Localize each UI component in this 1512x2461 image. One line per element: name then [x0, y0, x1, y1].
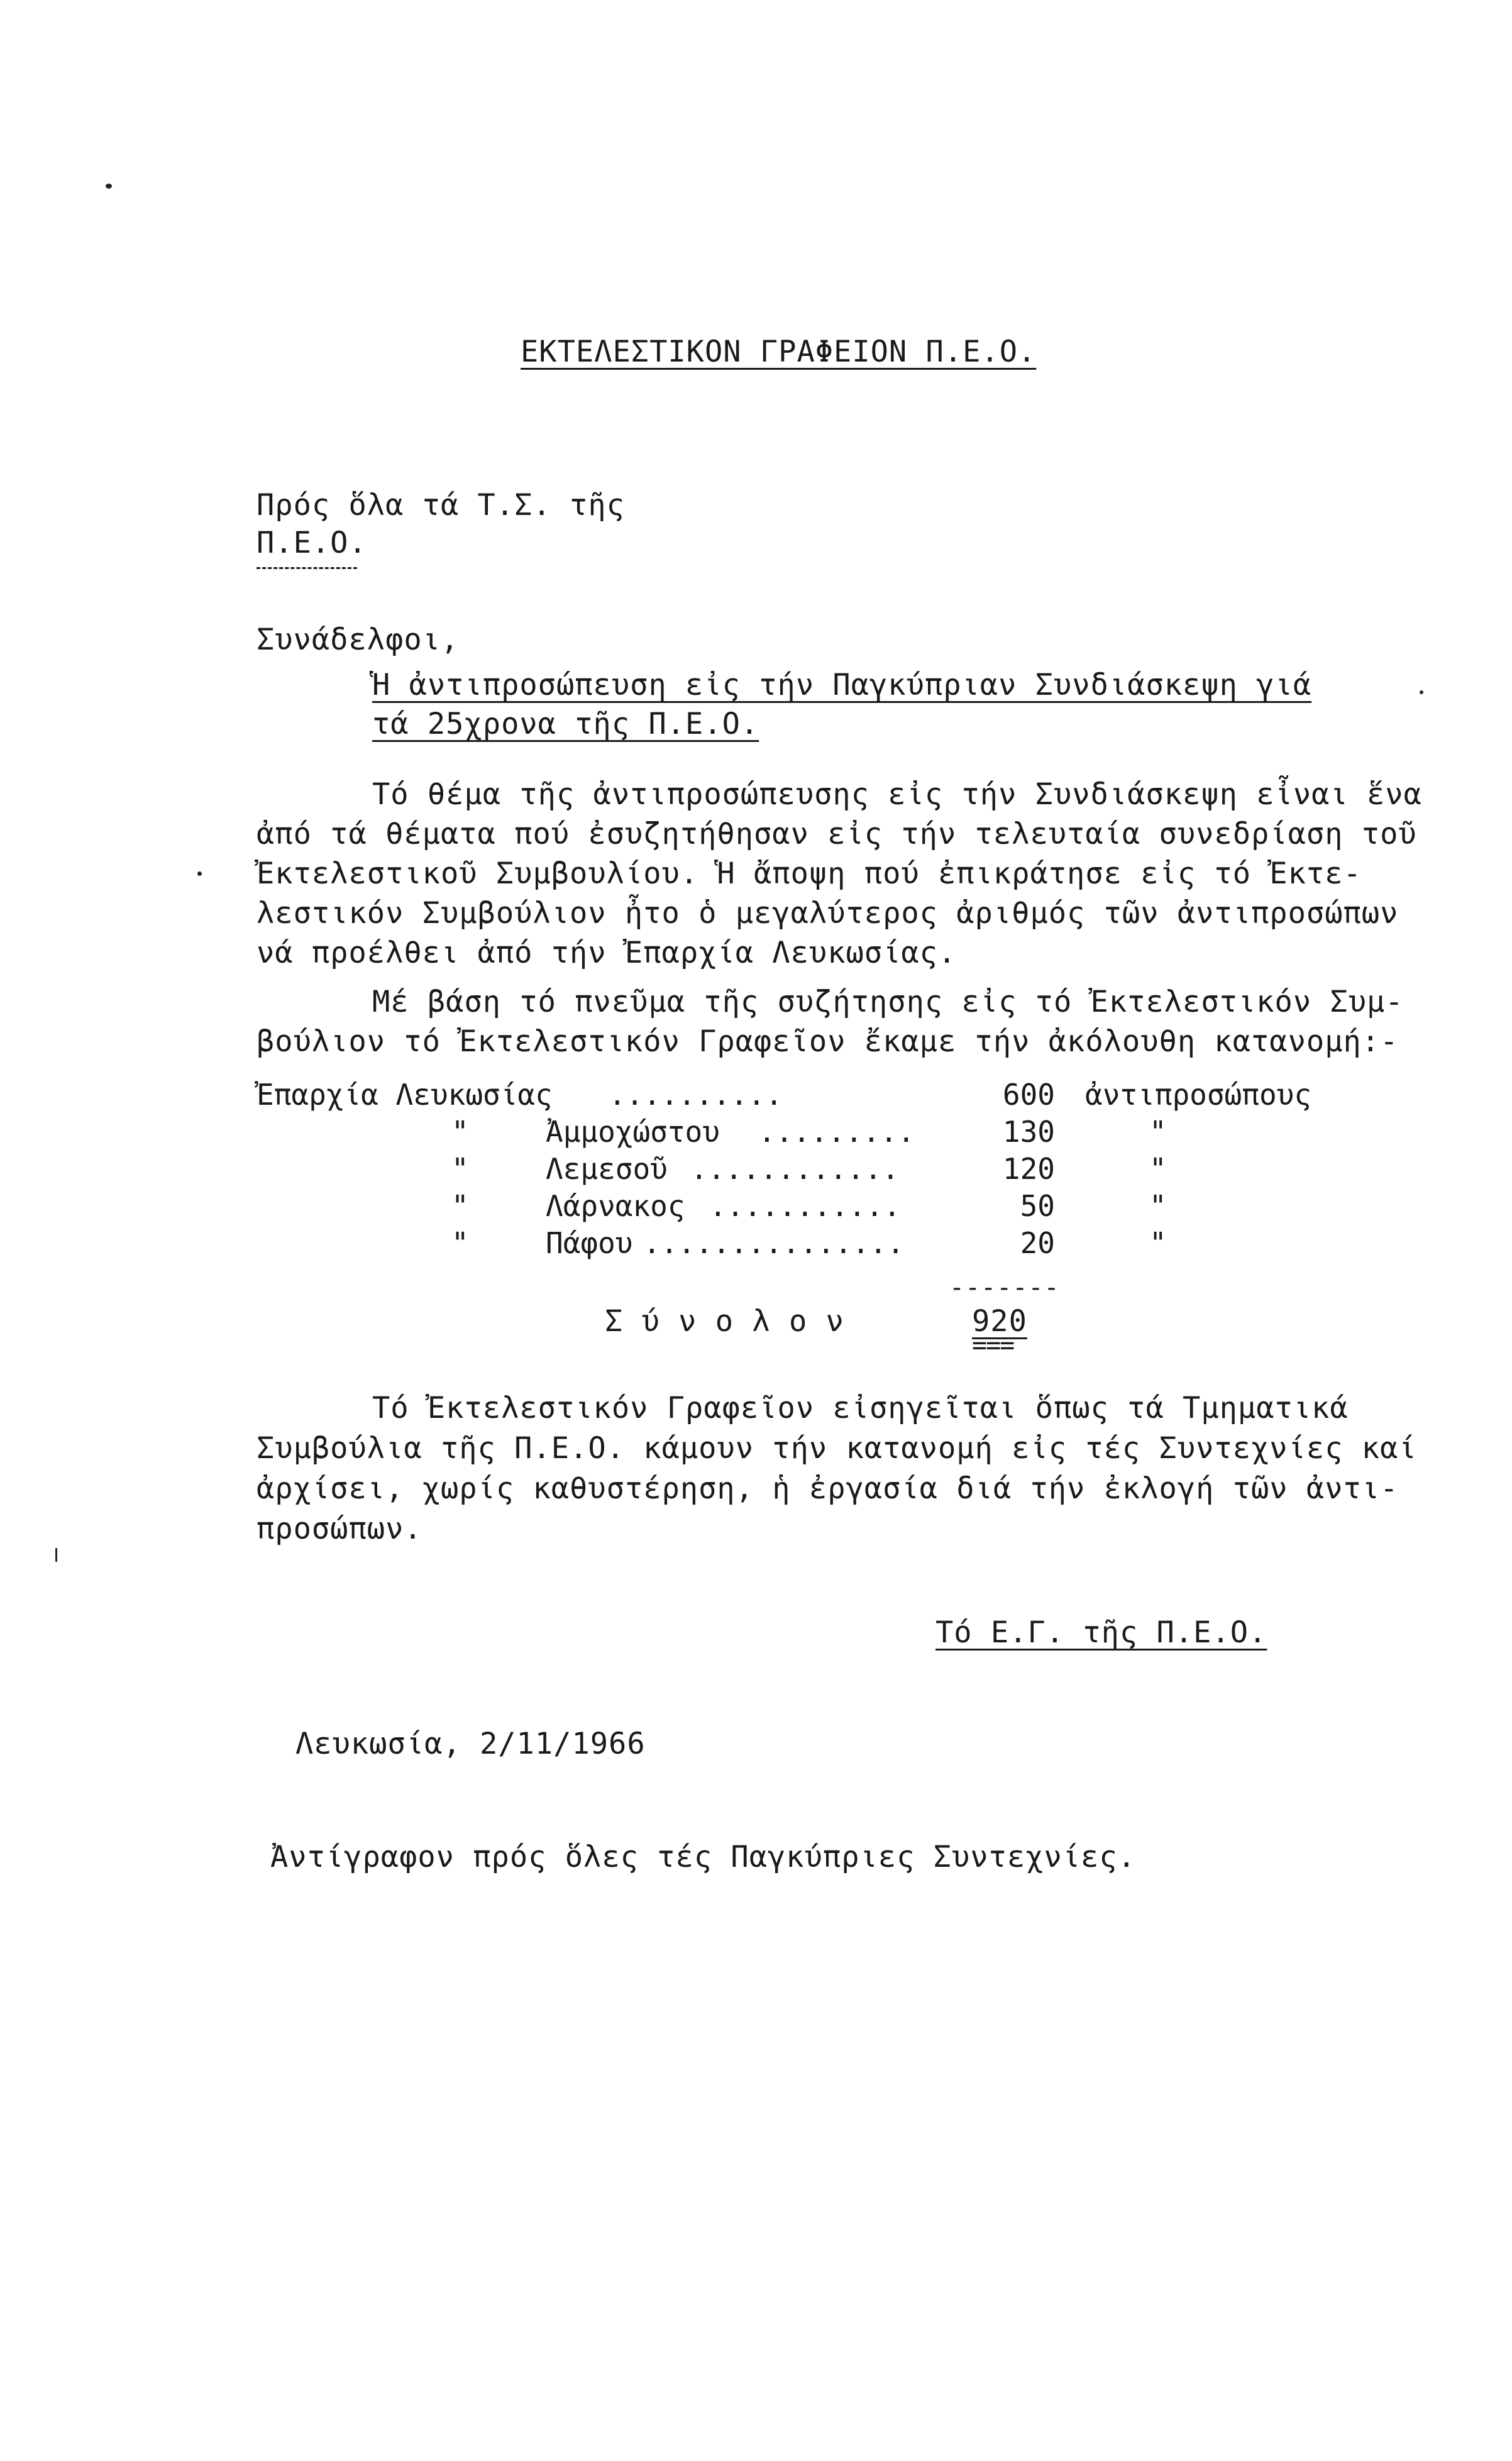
scan-speck — [106, 184, 112, 189]
ditto-mark: " — [451, 1226, 469, 1260]
paragraph-3-line-4: προσώπων. — [257, 1512, 422, 1546]
recipient-line-2: Π.Ε.Ο. — [257, 526, 367, 560]
leader-dots: ............ — [690, 1152, 900, 1186]
leader-dots: ........... — [709, 1189, 901, 1223]
subject-line-2: τά 25χρονα τῆς Π.Ε.Ο. — [372, 707, 759, 741]
allocation-row — [257, 1076, 1338, 1114]
allocation-region-label: Πάφου — [546, 1226, 633, 1260]
leader-dots: ......... — [758, 1115, 915, 1149]
paragraph-1-line-1: Τό θέμα τῆς ἀντιπροσώπευσης εἰς τήν Συνδιάσκεψη εἶναι ἕνα — [372, 777, 1422, 812]
paragraph-2-line-2: βούλιον τό Ἐκτελεστικόν Γραφεῖον ἔκαμε τήν ἀκόλουθη κατανομή:- — [257, 1024, 1399, 1059]
paragraph-1-line-5: νά προέλθει ἀπό τήν Ἐπαρχία Λευκωσίας. — [257, 936, 957, 970]
allocation-row — [257, 1151, 1338, 1188]
allocation-region-label: Λάρνακος — [546, 1189, 685, 1223]
paragraph-1-line-4: λεστικόν Συμβούλιον ἦτο ὁ μεγαλύτερος ἀριθμός τῶν ἀντιπροσώπων — [257, 896, 1399, 931]
signature: Τό Ε.Γ. τῆς Π.Ε.Ο. — [935, 1615, 1267, 1650]
copy-note: Ἀντίγραφον πρός ὅλες τές Παγκύπριες Συντεχνίες. — [270, 1840, 1136, 1874]
total-double-rule: === — [972, 1331, 1014, 1360]
leader-dots: .......... — [609, 1078, 783, 1112]
allocation-table — [257, 1076, 1338, 1262]
paragraph-3-line-2: Συμβούλια τῆς Π.Ε.Ο. κάμουν τήν κατανομή εἰς τές Συντεχνίες καί — [257, 1431, 1417, 1466]
sum-rule: ------- — [949, 1273, 1060, 1302]
total-label: Σ ύ ν ο λ ο ν — [605, 1304, 844, 1339]
scan-speck — [1420, 690, 1423, 694]
allocation-region-label: Ἐπαρχία Λευκωσίας — [257, 1078, 553, 1112]
ditto-mark: " — [451, 1189, 469, 1223]
allocation-row — [257, 1188, 1338, 1225]
allocation-row — [257, 1114, 1338, 1151]
place-date: Λευκωσία, 2/11/1966 — [295, 1727, 646, 1761]
scan-speck — [55, 1548, 57, 1562]
subject-line-1: Ἡ ἀντιπροσώπευση εἰς τήν Παγκύπριαν Συνδιάσκεψη γιά — [372, 668, 1312, 702]
paragraph-3-line-1: Τό Ἐκτελεστικόν Γραφεῖον εἰσηγεῖται ὅπως τά Τμηματικά — [372, 1391, 1349, 1425]
allocation-value: 130 — [1002, 1115, 1055, 1149]
allocation-value: 50 — [1020, 1189, 1055, 1223]
total-value: 920 — [972, 1304, 1027, 1339]
allocation-region-label: Λεμεσοῦ — [546, 1152, 668, 1186]
recipient-underline — [257, 567, 357, 569]
allocation-value: 20 — [1020, 1226, 1055, 1260]
allocation-unit: ἀντιπροσώπους — [1085, 1078, 1312, 1112]
paragraph-1-line-3: Ἐκτελεστικοῦ Συμβουλίου. Ἡ ἄποψη πού ἐπικράτησε εἰς τό Ἐκτε- — [257, 856, 1362, 891]
allocation-value: 120 — [1002, 1152, 1055, 1186]
ditto-mark: " — [1149, 1152, 1167, 1186]
leader-dots: ............... — [643, 1226, 905, 1260]
allocation-row — [257, 1225, 1338, 1262]
paragraph-3-line-3: ἀρχίσει, χωρίς καθυστέρηση, ἡ ἐργασία διά τήν ἐκλογή τῶν ἀντι- — [257, 1471, 1399, 1506]
ditto-mark: " — [1149, 1226, 1167, 1260]
ditto-mark: " — [451, 1152, 469, 1186]
allocation-region-label: Ἀμμοχώστου — [546, 1115, 720, 1149]
paragraph-1-line-2: ἀπό τά θέματα πού ἐσυζητήθησαν εἰς τήν τελευταία συνεδρίαση τοῦ — [257, 817, 1417, 851]
paragraph-2-line-1: Μέ βάση τό πνεῦμα τῆς συζήτησης εἰς τό Ἐκτελεστικόν Συμ- — [372, 985, 1404, 1019]
ditto-mark: " — [1149, 1189, 1167, 1223]
scan-speck — [197, 871, 202, 876]
ditto-mark: " — [1149, 1115, 1167, 1149]
document-title: ΕΚΤΕΛΕΣΤΙΚΟΝ ΓΡΑΦΕΙΟΝ Π.Ε.Ο. — [521, 335, 1037, 369]
ditto-mark: " — [451, 1115, 469, 1149]
recipient-line-1: Πρός ὅλα τά Τ.Σ. τῆς — [257, 488, 625, 523]
salutation: Συνάδελφοι, — [257, 622, 460, 657]
allocation-value: 600 — [1002, 1078, 1055, 1112]
